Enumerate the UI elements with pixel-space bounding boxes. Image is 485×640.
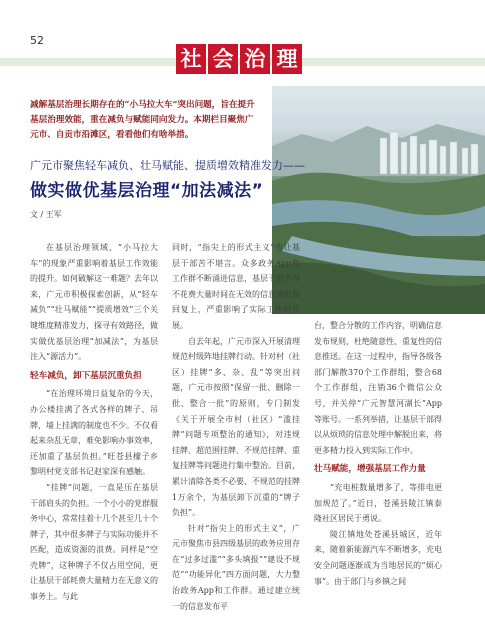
paragraph: “挂牌”问题，一直是压在基层干部肩头的负担。一个小小的党群服务中心，常常挂着十几个甚至几十个牌子，其中很多牌子与实际功能并不匹配，造成资源的浪费。同样是“空壳牌”，这种牌子不仅占用空间，更让基层干部耗费大量精力在无意义的事务上。与此 — [30, 482, 158, 602]
paragraph: 在基层治理领域，“小马拉大车”的现象严重影响着基层工作效能的提升。如何破解这一难题？去年以来，广元市积极探索创新，从“轻车减负”“壮马赋能”“提质增效”三个关键维度精准发力，探寻有效路径，做实做优基层治理“加减法”，为基层注入“源活力”。 — [30, 243, 158, 362]
city-landscape-photo — [272, 86, 485, 314]
section-title-char: 会 — [208, 44, 238, 74]
section-title-char: 治 — [240, 44, 270, 74]
landscape-illustration — [272, 86, 485, 314]
section-banner — [0, 42, 485, 86]
section-title-char: 理 — [272, 44, 302, 74]
section-title — [172, 42, 308, 76]
byline: 文 / 王军 — [30, 210, 62, 219]
paragraph: 同时，“指尖上的形式主义”也让基层干部苦不堪言。众多政务App和工作群不断涌进信息，基层干部不得不花费大量时间在无效的信息填报和回复上，严重影响了实际工作的开展。 — [172, 243, 300, 330]
text-column-2 — [172, 240, 300, 614]
section-heading: 轻车减负，卸下基层沉重负担 — [30, 370, 142, 381]
intro-lead: 减解基层治理长期存在的“小马拉大车”突出问题，旨在提升基层治理效能，重在减负与赋能同向发力。本期栏目聚焦广元市、自贡市沿滩区，看看他们有啥举措。 — [30, 100, 255, 140]
paragraph: 陵江镇地处苍溪县城区，近年来，随着新能源汽车不断增多，充电安全问题逐渐成为当地居民的“烦心事”。由于部门与乡镇之间 — [314, 529, 442, 586]
text-column-3 — [314, 318, 442, 589]
page-number: 52 — [30, 34, 44, 47]
paragraph: 针对“指尖上的形式主义”，广元市聚焦市县四级基层的政务应用存在“过多过滥”“多头填报”“建设不规范”“功能异化”四方面问题，大力整治政务App和工作群。通过建立统一的信息发布平 — [172, 523, 300, 611]
paragraph: 自去年起，广元市深入开展清理规范村级阵地挂牌行动。针对村（社区）挂牌“多、杂、乱”等突出问题，广元市按照“保留一批、删除一批、整合一批”的原则，专门制发《关于开展全市村（社区）“滥挂牌”问题专项整治的通知》，对违规挂牌、超范围挂牌、不规范挂牌、重复挂牌等问题进行集中整治。目前，累计清除各类不必要、不规范的挂牌1万余个，为基层卸下沉重的“牌子负担”。 — [172, 336, 300, 518]
paragraph: “在治理环境日益复杂的今天，办公楼挂满了各式各样的牌子、吊牌，墙上挂满的制度也不少。不仅看起来杂乱无章，难免影响办事效率，还加重了基层负担。”旺苍县檬子乡黎明村党支部书记赵家深有感触。 — [30, 389, 158, 477]
section-heading: 壮马赋能，增强基层工作力量 — [314, 464, 426, 475]
paragraph: “充电桩数量增多了，等排电更加规范了。”近日，苍溪县陵江镇泰隆社区居民于勇说。 — [314, 482, 442, 524]
article-title: 做实做优基层治理“加法减法” — [30, 181, 264, 201]
article-subtitle: 广元市聚焦轻车减负、壮马赋能、提质增效精准发力—— — [30, 159, 305, 172]
paragraph: 台，整合分散的工作内容，明确信息发布规则，杜绝随意性、重复性的信息推送。在这一过程中，指导各级各部门解散370个工作群组，整合68个工作群组，注销36个微信公众号，并关停“广元智慧河湖长”App等账号。一系列举措，让基层干部得以从烦琐的信息处理中解脱出来，将更多精力投入到实际工作中。 — [314, 321, 442, 455]
text-column-1 — [30, 240, 158, 605]
section-title-char: 社 — [176, 44, 206, 74]
